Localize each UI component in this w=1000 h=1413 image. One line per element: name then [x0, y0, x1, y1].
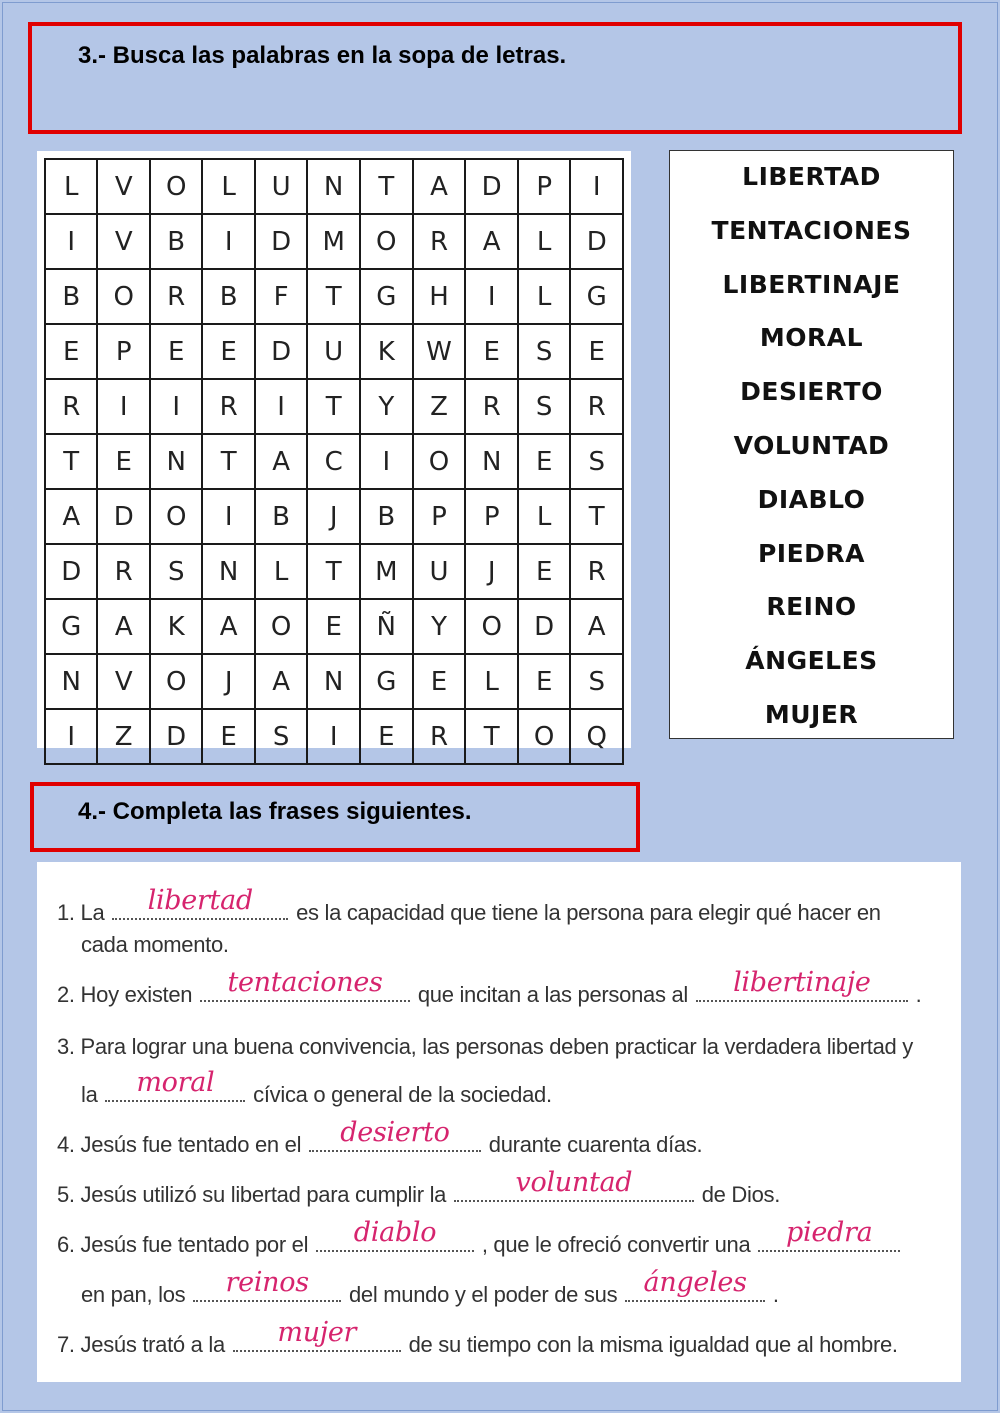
answer-blank[interactable] — [316, 1217, 474, 1252]
grid-row — [45, 379, 623, 434]
task3-header-box — [28, 22, 962, 134]
sentence-text: 4. Jesús fue tentado en el — [57, 1132, 302, 1157]
answer-blank[interactable] — [454, 1167, 694, 1202]
sentence-text: en pan, los — [81, 1282, 186, 1307]
grid-cell[interactable]: I — [150, 379, 202, 434]
grid-cell[interactable]: E — [45, 324, 97, 379]
grid-cell[interactable]: F — [255, 269, 307, 324]
grid-cell[interactable]: P — [413, 489, 466, 544]
grid-cell[interactable]: E — [413, 654, 466, 709]
grid-cell[interactable]: E — [202, 324, 254, 379]
grid-cell[interactable]: I — [45, 709, 97, 764]
grid-row — [45, 489, 623, 544]
grid-cell[interactable]: G — [360, 269, 413, 324]
grid-row — [45, 654, 623, 709]
grid-cell[interactable]: T — [307, 379, 360, 434]
word-list-item: VOLUNTAD — [733, 430, 890, 460]
sentence-text: es la capacidad que tiene la persona para elegir qué hacer en — [296, 900, 881, 925]
grid-cell[interactable]: O — [465, 599, 517, 654]
answer-text: libertinaje — [733, 967, 871, 998]
task4-title: 4.- Completa las frases siguientes. — [78, 798, 472, 825]
task4-header-box — [30, 782, 640, 852]
grid-cell[interactable]: R — [413, 214, 466, 269]
grid-cell[interactable]: A — [45, 489, 97, 544]
grid-cell[interactable]: A — [97, 599, 149, 654]
grid-cell[interactable]: I — [360, 434, 413, 489]
grid-cell[interactable]: E — [150, 324, 202, 379]
grid-cell[interactable]: A — [255, 654, 307, 709]
grid-cell[interactable]: R — [570, 379, 623, 434]
grid-cell[interactable]: T — [465, 709, 517, 764]
grid-cell[interactable]: I — [307, 709, 360, 764]
grid-cell[interactable]: L — [255, 544, 307, 599]
grid-cell[interactable]: E — [570, 324, 623, 379]
grid-cell[interactable]: Z — [97, 709, 149, 764]
grid-cell[interactable]: R — [465, 379, 517, 434]
grid-cell[interactable]: I — [97, 379, 149, 434]
answer-blank[interactable] — [200, 967, 410, 1002]
grid-cell[interactable]: G — [570, 269, 623, 324]
answer-text: libertad — [147, 885, 253, 916]
grid-row — [45, 599, 623, 654]
sentence-text: . — [915, 982, 922, 1007]
answer-blank[interactable] — [309, 1117, 481, 1152]
grid-cell[interactable]: T — [307, 269, 360, 324]
grid-cell[interactable]: T — [45, 434, 97, 489]
grid-cell[interactable]: O — [150, 489, 202, 544]
sentence-4 — [57, 1117, 703, 1158]
grid-cell[interactable]: A — [202, 599, 254, 654]
word-list-item: TENTACIONES — [711, 215, 912, 245]
grid-cell[interactable]: O — [518, 709, 570, 764]
sentences-panel — [37, 862, 961, 1382]
grid-cell[interactable]: L — [45, 159, 97, 214]
sentence-1-line-1 — [57, 885, 881, 926]
grid-cell[interactable]: E — [307, 599, 360, 654]
grid-cell[interactable]: V — [97, 159, 149, 214]
grid-cell[interactable]: O — [150, 654, 202, 709]
grid-cell[interactable]: L — [465, 654, 517, 709]
grid-cell[interactable]: Y — [413, 599, 466, 654]
grid-cell[interactable]: T — [307, 544, 360, 599]
grid-cell[interactable]: O — [150, 159, 202, 214]
grid-cell[interactable]: E — [518, 654, 570, 709]
word-list-item: ÁNGELES — [745, 646, 878, 676]
grid-cell[interactable]: U — [307, 324, 360, 379]
grid-cell[interactable]: E — [97, 434, 149, 489]
grid-cell[interactable]: H — [413, 269, 466, 324]
grid-cell[interactable]: D — [518, 599, 570, 654]
sentence-text: durante cuarenta días. — [488, 1132, 703, 1157]
word-list — [669, 150, 954, 739]
grid-row — [45, 159, 623, 214]
grid-cell[interactable]: V — [97, 654, 149, 709]
grid-cell[interactable]: S — [570, 434, 623, 489]
sentence-text: 1. La — [57, 900, 105, 925]
grid-cell[interactable]: M — [360, 544, 413, 599]
grid-cell[interactable]: N — [307, 159, 360, 214]
sentence-6-line-1 — [57, 1217, 902, 1258]
answer-text: desierto — [340, 1117, 450, 1148]
sentence-text: 6. Jesús fue tentado por el — [57, 1232, 309, 1257]
grid-row — [45, 324, 623, 379]
answer-blank[interactable] — [696, 967, 908, 1002]
grid-cell[interactable]: M — [307, 214, 360, 269]
grid-cell[interactable]: G — [360, 654, 413, 709]
grid-cell[interactable]: L — [518, 489, 570, 544]
answer-blank[interactable] — [112, 885, 288, 920]
grid-cell[interactable]: B — [202, 269, 254, 324]
sentence-text: , que le ofreció convertir una — [481, 1232, 751, 1257]
grid-cell[interactable]: R — [202, 379, 254, 434]
word-search-grid — [44, 158, 624, 765]
word-list-item: REINO — [766, 592, 857, 622]
grid-cell[interactable]: R — [97, 544, 149, 599]
sentence-text: 2. Hoy existen — [57, 982, 193, 1007]
sentence-3-line-2 — [81, 1067, 552, 1108]
grid-cell[interactable]: R — [413, 709, 466, 764]
grid-cell[interactable]: E — [360, 709, 413, 764]
grid-cell[interactable]: A — [255, 434, 307, 489]
word-list-item: LIBERTINAJE — [722, 269, 901, 299]
sentence-5 — [57, 1167, 781, 1208]
grid-cell[interactable]: B — [255, 489, 307, 544]
grid-cell[interactable]: N — [307, 654, 360, 709]
grid-cell[interactable]: J — [307, 489, 360, 544]
grid-cell[interactable]: W — [413, 324, 466, 379]
grid-cell[interactable]: L — [518, 269, 570, 324]
grid-cell[interactable]: C — [307, 434, 360, 489]
sentence-1-line-2: cada momento. — [81, 932, 229, 957]
grid-cell[interactable]: B — [45, 269, 97, 324]
sentence-text: de su tiempo con la misma igualdad que al hombre. — [408, 1332, 898, 1357]
grid-cell[interactable]: S — [518, 324, 570, 379]
grid-cell[interactable]: N — [465, 434, 517, 489]
grid-cell[interactable]: O — [413, 434, 466, 489]
answer-text: voluntad — [515, 1167, 633, 1198]
sentence-text: cívica o general de la sociedad. — [253, 1082, 552, 1107]
answer-text: tentaciones — [227, 967, 383, 998]
answer-blank[interactable] — [758, 1217, 900, 1252]
grid-cell[interactable]: R — [150, 269, 202, 324]
sentence-text: . — [772, 1282, 779, 1307]
grid-cell[interactable]: B — [150, 214, 202, 269]
grid-cell[interactable]: P — [465, 489, 517, 544]
sentence-text: la — [81, 1082, 98, 1107]
grid-cell[interactable]: I — [465, 269, 517, 324]
sentence-3-line-1: 3. Para lograr una buena convivencia, las personas deben practicar la verdadera libertad y — [57, 1034, 913, 1059]
grid-row — [45, 214, 623, 269]
grid-cell[interactable]: A — [465, 214, 517, 269]
grid-cell[interactable]: N — [45, 654, 97, 709]
word-list-item: LIBERTAD — [742, 162, 881, 191]
grid-row — [45, 709, 623, 764]
answer-text: moral — [136, 1067, 215, 1098]
grid-cell[interactable]: D — [150, 709, 202, 764]
grid-cell[interactable]: I — [45, 214, 97, 269]
grid-cell[interactable]: E — [202, 709, 254, 764]
grid-cell[interactable]: J — [465, 544, 517, 599]
word-list-item: MORAL — [759, 323, 864, 353]
grid-cell[interactable]: G — [45, 599, 97, 654]
grid-cell[interactable]: P — [97, 324, 149, 379]
grid-cell[interactable]: T — [570, 489, 623, 544]
grid-cell[interactable]: I — [255, 379, 307, 434]
grid-cell[interactable]: D — [45, 544, 97, 599]
grid-cell[interactable]: D — [465, 159, 517, 214]
grid-cell[interactable]: D — [255, 324, 307, 379]
grid-cell[interactable]: B — [360, 489, 413, 544]
grid-cell[interactable]: S — [255, 709, 307, 764]
task3-title: 3.- Busca las palabras en la sopa de letras. — [78, 42, 567, 69]
grid-cell[interactable]: N — [150, 434, 202, 489]
answer-blank[interactable] — [233, 1317, 401, 1352]
grid-cell[interactable]: D — [255, 214, 307, 269]
grid-cell[interactable]: S — [570, 654, 623, 709]
sentence-text: 7. Jesús trató a la — [57, 1332, 225, 1357]
sentence-text: 5. Jesús utilizó su libertad para cumplir la — [57, 1182, 447, 1207]
grid-cell[interactable]: Ñ — [360, 599, 413, 654]
word-search-panel — [37, 151, 631, 752]
answer-blank[interactable] — [105, 1067, 245, 1102]
word-list-item: DESIERTO — [740, 377, 883, 407]
grid-cell[interactable]: K — [150, 599, 202, 654]
answer-blank[interactable] — [625, 1267, 765, 1302]
grid-cell[interactable]: R — [570, 544, 623, 599]
grid-cell[interactable]: O — [97, 269, 149, 324]
grid-cell[interactable]: K — [360, 324, 413, 379]
grid-cell[interactable]: E — [518, 544, 570, 599]
sentence-text: de Dios. — [701, 1182, 781, 1207]
sentence-7 — [57, 1317, 898, 1358]
answer-blank[interactable] — [193, 1267, 341, 1302]
grid-cell[interactable]: D — [570, 214, 623, 269]
grid-cell[interactable]: R — [45, 379, 97, 434]
grid-cell[interactable]: E — [518, 434, 570, 489]
answer-text: mujer — [277, 1317, 357, 1348]
grid-cell[interactable]: U — [255, 159, 307, 214]
sentence-6-line-2 — [81, 1267, 779, 1308]
grid-cell[interactable]: I — [202, 489, 254, 544]
grid-cell[interactable]: Y — [360, 379, 413, 434]
answer-text: reinos — [225, 1267, 309, 1298]
grid-cell[interactable]: I — [570, 159, 623, 214]
grid-cell[interactable]: L — [202, 159, 254, 214]
word-list-item: PIEDRA — [757, 538, 866, 568]
grid-cell[interactable]: A — [413, 159, 466, 214]
grid-cell[interactable]: T — [202, 434, 254, 489]
grid-cell[interactable]: E — [465, 324, 517, 379]
grid-cell[interactable]: O — [255, 599, 307, 654]
sentence-text: del mundo y el poder de sus — [348, 1282, 618, 1307]
grid-cell[interactable]: A — [570, 599, 623, 654]
grid-row — [45, 269, 623, 324]
answer-text: ángeles — [643, 1267, 747, 1298]
grid-cell[interactable]: T — [360, 159, 413, 214]
answer-text: piedra — [786, 1217, 873, 1248]
word-list-item: MUJER — [764, 699, 859, 729]
grid-cell[interactable]: D — [97, 489, 149, 544]
grid-cell[interactable]: Z — [413, 379, 466, 434]
grid-row — [45, 434, 623, 489]
grid-cell[interactable]: I — [202, 214, 254, 269]
sentence-2 — [57, 967, 922, 1008]
grid-cell[interactable]: U — [413, 544, 466, 599]
grid-cell[interactable]: N — [202, 544, 254, 599]
grid-cell[interactable]: P — [518, 159, 570, 214]
sentence-text: que incitan a las personas al — [417, 982, 688, 1007]
answer-text: diablo — [353, 1217, 437, 1248]
grid-cell[interactable]: S — [150, 544, 202, 599]
grid-cell[interactable]: O — [360, 214, 413, 269]
word-list-item: DIABLO — [757, 484, 866, 514]
grid-row — [45, 544, 623, 599]
grid-cell[interactable]: Q — [570, 709, 623, 764]
grid-cell[interactable]: L — [518, 214, 570, 269]
grid-cell[interactable]: S — [518, 379, 570, 434]
grid-cell[interactable]: V — [97, 214, 149, 269]
grid-cell[interactable]: J — [202, 654, 254, 709]
